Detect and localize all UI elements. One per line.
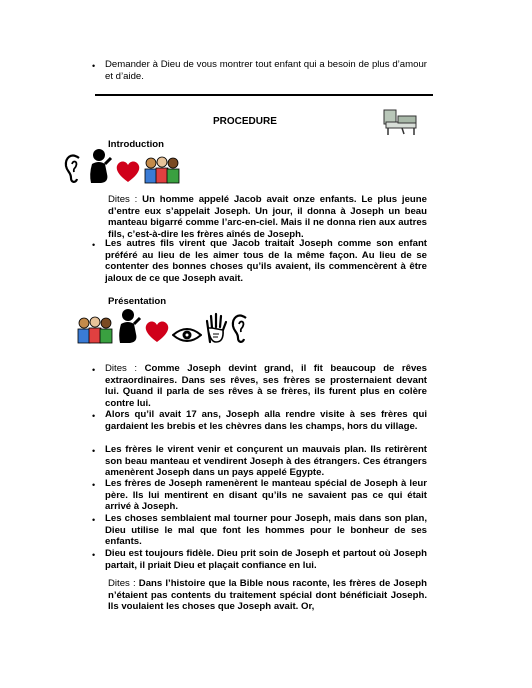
praying-child-icon — [87, 148, 113, 184]
presentation-bullet-1 — [105, 363, 427, 409]
bullet-marker: • — [92, 411, 96, 421]
bullet-marker: • — [92, 550, 96, 560]
bullet-marker: • — [92, 446, 96, 456]
presentation-bullet-2: Alors qu’il avait 17 ans, Joseph alla rendre visite à ses frères qui gardaient les brebis et les chèvres dans les champs, hors du village. — [105, 409, 427, 432]
bullet-marker: • — [92, 240, 96, 250]
presentation-heading: Présentation — [108, 296, 167, 307]
procedure-title: PROCEDURE — [213, 116, 277, 127]
presentation-bullet-5: Les choses semblaient mal tourner pour Joseph, mais dans son plan, Dieu utilise le mal que font les hommes pour le bonheur de ses enfants. — [105, 513, 427, 548]
bullet-marker: • — [92, 61, 96, 71]
presentation-bullet-4: Les frères de Joseph ramenèrent le manteau spécial de Joseph à leur père. Ils lui mentirent en disant qu’ils ne savaient pas ce qui était arrivé à Joseph. — [105, 478, 427, 513]
bullet-marker: • — [92, 365, 96, 375]
horizontal-divider — [95, 94, 433, 96]
presentation-icon-row — [76, 308, 252, 344]
introduction-heading: Introduction — [108, 139, 164, 150]
final-dites-text: Dans l’histoire que la Bible nous raconte, les frères de Joseph n’étaient pas contents du traitement spécial dont bénéficiait Joseph. Ils voulaient les choses que Joseph avait. Or, — [108, 578, 427, 613]
final-dites-paragraph — [108, 578, 427, 613]
heart-icon — [115, 160, 141, 184]
children-group-icon — [143, 156, 181, 184]
intro-bullet-text: Les autres fils virent que Jacob traitait Joseph comme son enfant préféré au lieu de les aimer tous de la même façon. Au lieu de se contenter des bonnes choses qu’ils avaient, ils commencèrent à être jaloux de ce que Joseph avait. — [105, 238, 427, 284]
hand-icon — [204, 312, 228, 344]
intro-icon-row — [63, 148, 181, 184]
eye-icon — [172, 326, 202, 344]
dites-label: Dites : — [108, 194, 138, 205]
heart-icon — [144, 320, 170, 344]
dites-label: Dites : — [105, 363, 138, 374]
intro-dites-paragraph — [108, 194, 427, 240]
ear-icon — [230, 312, 252, 344]
children-group-icon — [76, 316, 114, 344]
dites-label: Dites : — [108, 578, 136, 589]
bullet-text: Comme Joseph devint grand, il fit beaucoup de rêves extraordinaires. Dans ses rêves, ses frères se prosternaient devant lui. Quand il parla de ses rêves à se frères, ils furent plus en colère contre lui. — [105, 363, 427, 409]
intro-dites-text: Un homme appelé Jacob avait onze enfants. Le plus jeune d’entre eux s’appelait Joseph. Un jour, il donna à Joseph un beau manteau bigarré comme l’arc-en-ciel. Mais il ne donna rien aux autres fils, c’est-à-dire les frères aînés de Joseph. — [108, 194, 427, 240]
chair-icon — [382, 108, 424, 141]
presentation-bullet-6: Dieu est toujours fidèle. Dieu prit soin de Joseph et partout où Joseph partait, il priait Dieu et plaçait confiance en lui. — [105, 548, 427, 571]
ear-icon — [63, 152, 85, 184]
praying-child-icon — [116, 308, 142, 344]
bullet-marker: • — [92, 515, 96, 525]
presentation-bullet-3: Les frères le virent venir et conçurent un mauvais plan. Ils retirèrent son beau manteau et vendirent Joseph à des étrangers. Ces étrangers amenèrent Joseph dans un pays appelé Egypte. — [105, 444, 427, 479]
top-bullet-text: Demander à Dieu de vous montrer tout enfant qui a besoin de plus d’amour et d’aide. — [105, 59, 427, 82]
bullet-marker: • — [92, 480, 96, 490]
